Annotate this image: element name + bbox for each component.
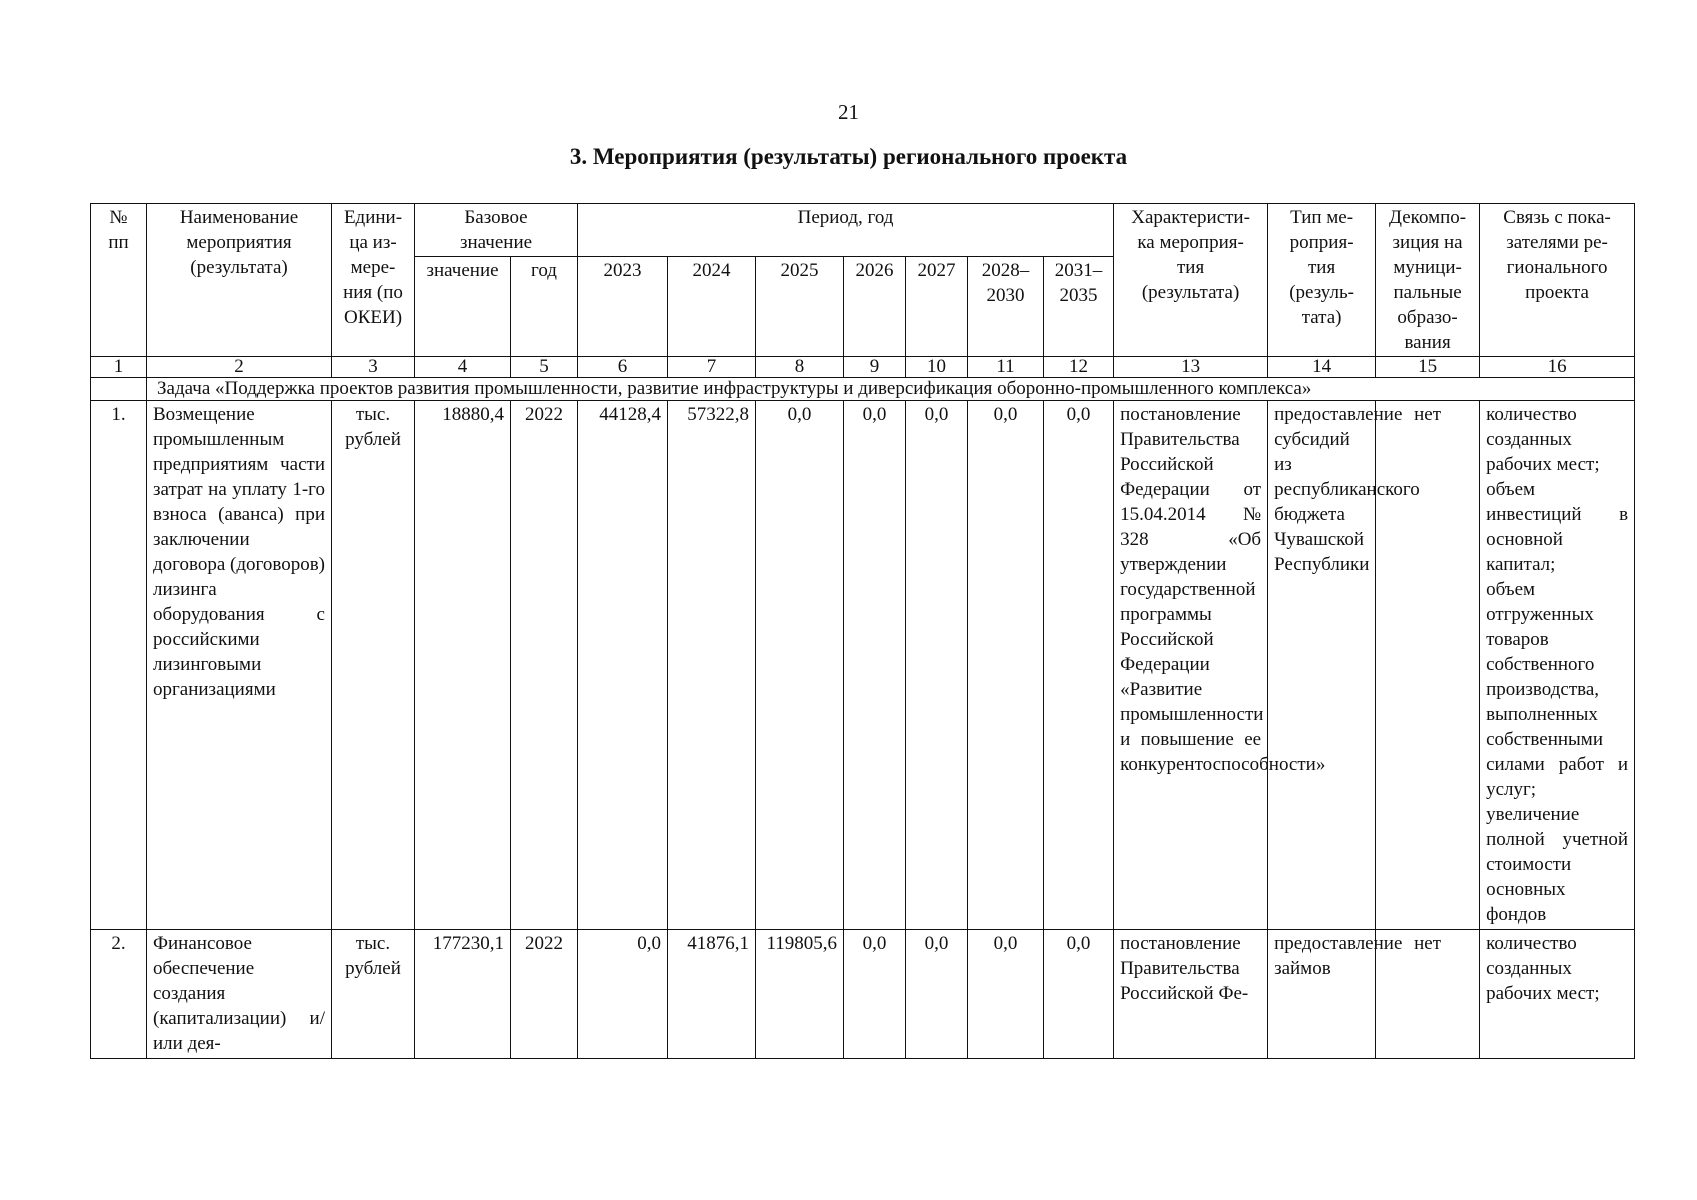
events-table <box>90 203 1635 1059</box>
column-number: 8 <box>756 357 844 378</box>
column-number: 13 <box>1114 357 1268 378</box>
column-number: 14 <box>1268 357 1376 378</box>
header-characteristic: Характеристи- ка мероприя- тия (результата) <box>1114 204 1268 357</box>
header-row-1 <box>91 204 1635 257</box>
row-base-year: 2022 <box>511 930 578 1059</box>
row-value-2024: 41876,1 <box>668 930 756 1059</box>
row-value-2025: 0,0 <box>756 401 844 930</box>
row-decomposition: нет <box>1376 401 1480 930</box>
column-number: 5 <box>511 357 578 378</box>
row-value-2028-2030: 0,0 <box>968 401 1044 930</box>
column-number: 15 <box>1376 357 1480 378</box>
header-link: Связь с пока- зателями ре- гионального проекта <box>1480 204 1635 357</box>
row-num: 1. <box>91 401 147 930</box>
header-year-2025: 2025 <box>756 257 844 357</box>
row-value-2031-2035: 0,0 <box>1044 930 1114 1059</box>
row-name: Финансовое обеспечение создания (капитализации) и/или дея- <box>147 930 332 1059</box>
header-base-value: значение <box>415 257 511 357</box>
row-value-2024: 57322,8 <box>668 401 756 930</box>
header-name: Наименование мероприятия (результата) <box>147 204 332 357</box>
row-type: предоставление субсидий из республиканского бюджета Чувашской Республики <box>1268 401 1376 930</box>
row-name: Возмещение промышленным предприятиям части затрат на уплату 1-го взноса (аванса) при заключении договора (договоров) лизинга оборудования с российскими лизинговыми организациями <box>147 401 332 930</box>
header-decomposition: Декомпо- зиция на муници- пальные образо- вания <box>1376 204 1480 357</box>
column-number: 6 <box>578 357 668 378</box>
row-value-2027: 0,0 <box>906 930 968 1059</box>
row-link: количество созданных рабочих мест; объем инвестиций в основной капитал; объем отгруженных товаров собственного производства, выполненных собственными силами работ и услуг; увеличение полной учетной стоимости основных фондов <box>1480 401 1635 930</box>
row-characteristic: постановление Правительства Российской Федерации от 15.04.2014 № 328 «Об утверждении государственной программы Российской Федерации «Развитие промышленности и повышение ее конкурентоспособности» <box>1114 401 1268 930</box>
header-period: Период, год <box>578 204 1114 257</box>
column-number: 7 <box>668 357 756 378</box>
page-number: 21 <box>838 100 859 124</box>
header-num: № пп <box>91 204 147 357</box>
header-base-year: год <box>511 257 578 357</box>
row-base-value: 177230,1 <box>415 930 511 1059</box>
column-number: 10 <box>906 357 968 378</box>
header-year-2024: 2024 <box>668 257 756 357</box>
header-year-2027: 2027 <box>906 257 968 357</box>
column-number: 11 <box>968 357 1044 378</box>
table-row <box>91 930 1635 1059</box>
row-value-2023: 44128,4 <box>578 401 668 930</box>
header-unit: Едини- ца из- мере- ния (по ОКЕИ) <box>332 204 415 357</box>
row-value-2026: 0,0 <box>844 930 906 1059</box>
row-base-value: 18880,4 <box>415 401 511 930</box>
task-row <box>91 378 1635 401</box>
row-num: 2. <box>91 930 147 1059</box>
row-value-2026: 0,0 <box>844 401 906 930</box>
row-value-2023: 0,0 <box>578 930 668 1059</box>
row-type: предоставление займов <box>1268 930 1376 1059</box>
header-base: Базовое значение <box>415 204 578 257</box>
row-value-2028-2030: 0,0 <box>968 930 1044 1059</box>
header-year-2026: 2026 <box>844 257 906 357</box>
row-base-year: 2022 <box>511 401 578 930</box>
row-decomposition: нет <box>1376 930 1480 1059</box>
header-year-2028-2030: 2028– 2030 <box>968 257 1044 357</box>
column-number: 9 <box>844 357 906 378</box>
header-year-2031-2035: 2031– 2035 <box>1044 257 1114 357</box>
page-title: 3. Мероприятия (результаты) регионального проекта <box>569 144 1128 169</box>
column-number: 16 <box>1480 357 1635 378</box>
column-number: 2 <box>147 357 332 378</box>
header-type: Тип ме- роприя- тия (резуль- тата) <box>1268 204 1376 357</box>
row-link: количество созданных рабочих мест; <box>1480 930 1635 1059</box>
row-value-2031-2035: 0,0 <box>1044 401 1114 930</box>
table-row <box>91 401 1635 930</box>
column-number: 3 <box>332 357 415 378</box>
task-num-cell <box>91 378 147 401</box>
row-unit: тыс. рублей <box>332 401 415 930</box>
row-unit: тыс. рублей <box>332 930 415 1059</box>
column-number: 12 <box>1044 357 1114 378</box>
column-numbers-row <box>91 357 1635 378</box>
task-title: Задача «Поддержка проектов развития промышленности, развитие инфраструктуры и диверсификация оборонно-промышленного комплекса» <box>147 378 1635 401</box>
row-characteristic: постановление Правительства Российской Фе- <box>1114 930 1268 1059</box>
row-value-2025: 119805,6 <box>756 930 844 1059</box>
row-value-2027: 0,0 <box>906 401 968 930</box>
column-number: 1 <box>91 357 147 378</box>
column-number: 4 <box>415 357 511 378</box>
header-year-2023: 2023 <box>578 257 668 357</box>
